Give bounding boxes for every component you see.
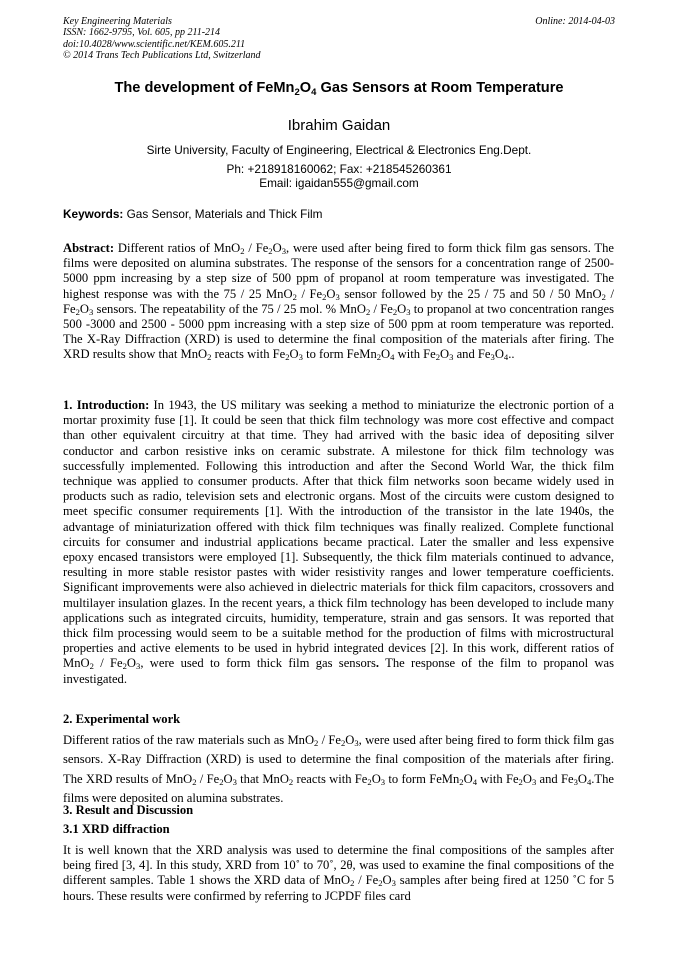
introduction-label: 1. Introduction:	[63, 398, 150, 412]
section-heading-experimental: 2. Experimental work	[63, 712, 181, 726]
paper-title: The development of $FeMn_2O_4$ Gas Sensors at Room Temperature	[114, 80, 564, 98]
doi-line: doi:10.4028/www.scientific.net/KEM.605.211	[63, 38, 246, 50]
subsection-heading-xrd: 3.1 XRD diffraction	[63, 822, 170, 836]
section-heading-results: 3. Result and Discussion	[63, 803, 194, 817]
journal-name: Key Engineering Materials	[63, 16, 172, 27]
abstract-paragraph: Abstract: Different ratios of $MnO_2 / Fe_2O_3$, were used after being fired to form thick film gas sensors. The films were deposited on alumina substrates. The response of the sensors for a concentration range of 2500-5000 ppm increasing by a step size of 500 ppm of propanol at room temperature was investigated. The highest response was with the 75 / 25 $MnO_2 / Fe_2O_3$ sensor followed by the 25 / 75 and 50 / 50 $MnO_2 / Fe_2O_3$ sensors. The repeatability of the 75 / 25 mol. % $MnO_2 / Fe_2O_3$ to propanol at two concentration ranges 500 -3000 and 2500 - 5000 ppm increasing with a step size of 500 ppm at room temperature was reported. The X-Ray Diffraction (XRD) is used to determine the final composition of the materials after firing. The XRD results show that MnO$_2$ reacts with $Fe_2O_3$ to form $FeMn_2O_4$ with $Fe_2O_3$ and $Fe_3O_4$..	[63, 241, 615, 363]
copyright-line: © 2014 Trans Tech Publications Ltd, Switzerland	[63, 49, 261, 61]
issn-line: ISSN: 1662-9795, Vol. 605, pp 211-214	[63, 27, 221, 39]
journal-header	[63, 16, 261, 61]
keywords	[63, 207, 322, 221]
experimental-paragraph: Different ratios of the raw materials such as $MnO_2 / Fe_2O_3$, were used after being fired to form thick film gas sensors. X-Ray Diffraction (XRD) is used to determine the final composition of the materials after firing. The XRD results of $MnO_2 / Fe_2O_3$ that MnO$_2$ reacts with $Fe_2O_3$ to form $FeMn_2O_4$ with $Fe_2O_3$ and $Fe_3O_4.The$ films were deposited on alumina substrates.	[63, 733, 615, 806]
author-name: Ibrahim Gaidan	[287, 117, 391, 134]
keywords-text: Gas Sensor, Materials and Thick Film	[123, 207, 323, 221]
xrd-paragraph: It is well known that the XRD analysis was used to determine the final compositions of the samples after being fired [3, 4]. In this study, XRD from 10˚ to 70˚, 2θ, was used to examine the final compositions of the different samples. Table 1 shows the XRD data of $MnO_2 / Fe_2O_3$ samples after being fired at 1250 ˚C for 5 hours. These results were confirmed by referring to JCPDF files card	[63, 843, 615, 903]
abstract-label: Abstract:	[63, 241, 115, 255]
email: Email: igaidan555@gmail.com	[259, 175, 419, 190]
online-date: Online: 2014-04-03	[535, 16, 615, 27]
contact-info	[0, 163, 678, 190]
introduction-paragraph: 1. Introduction: In 1943, the US military was seeking a method to miniaturize the electronic portion of a mortar proximity fuse [1]. It could be seen that thick film technology was more cost effective and compact than other equivalent circuitry at that time. They had arrived with the basic idea of depositing silver conductor and carbon resistive inks on ceramic substrate. A milestone for thick film technology was successfully implemented. Following this introduction and after the Second World War, the thick film technique was applied to consumer products. After that thick film networks soon became widely used in products such as radio, television sets and electronic organs. Most of the circuits were custom designed to meet specific consumer requirements [1]. With the introduction of the transistor in the late 1940s, the advantage of miniaturization offered with thick film techniques was finally realized. Complete functional circuits for consumer and industrial applications became practical. Later the smaller and less expensive epoxy encased transistors were employed [1]. Subsequently, the thick film materials continued to advance, resulting in more stable resistor pastes with wider resistivity ranges and lower temperature coefficients. Significant improvements were also achieved in dielectric materials for thick film capacitors, crossovers and multilayer insulation glazes. In the recent years, a thick film technology has been developed to include many applications such as integrated circuits, humidity, temperature, strain and gas sensors. It was reported that thick film processing would seem to be a suitable method for the production of films with microstructural properties and active elements to be used in hybrid integrated devices [2]. In this work, different ratios of $MnO_2 / Fe_2O_3$, were used to form thick film gas sensors. The response of the film to propanol was investigated.	[63, 398, 615, 686]
phone-fax: Ph: +218918160062; Fax: +218545260361	[226, 162, 452, 176]
affiliation: Sirte University, Faculty of Engineering, Electrical & Electronics Eng.Dept.	[146, 143, 532, 157]
keywords-label: Keywords:	[63, 207, 124, 221]
